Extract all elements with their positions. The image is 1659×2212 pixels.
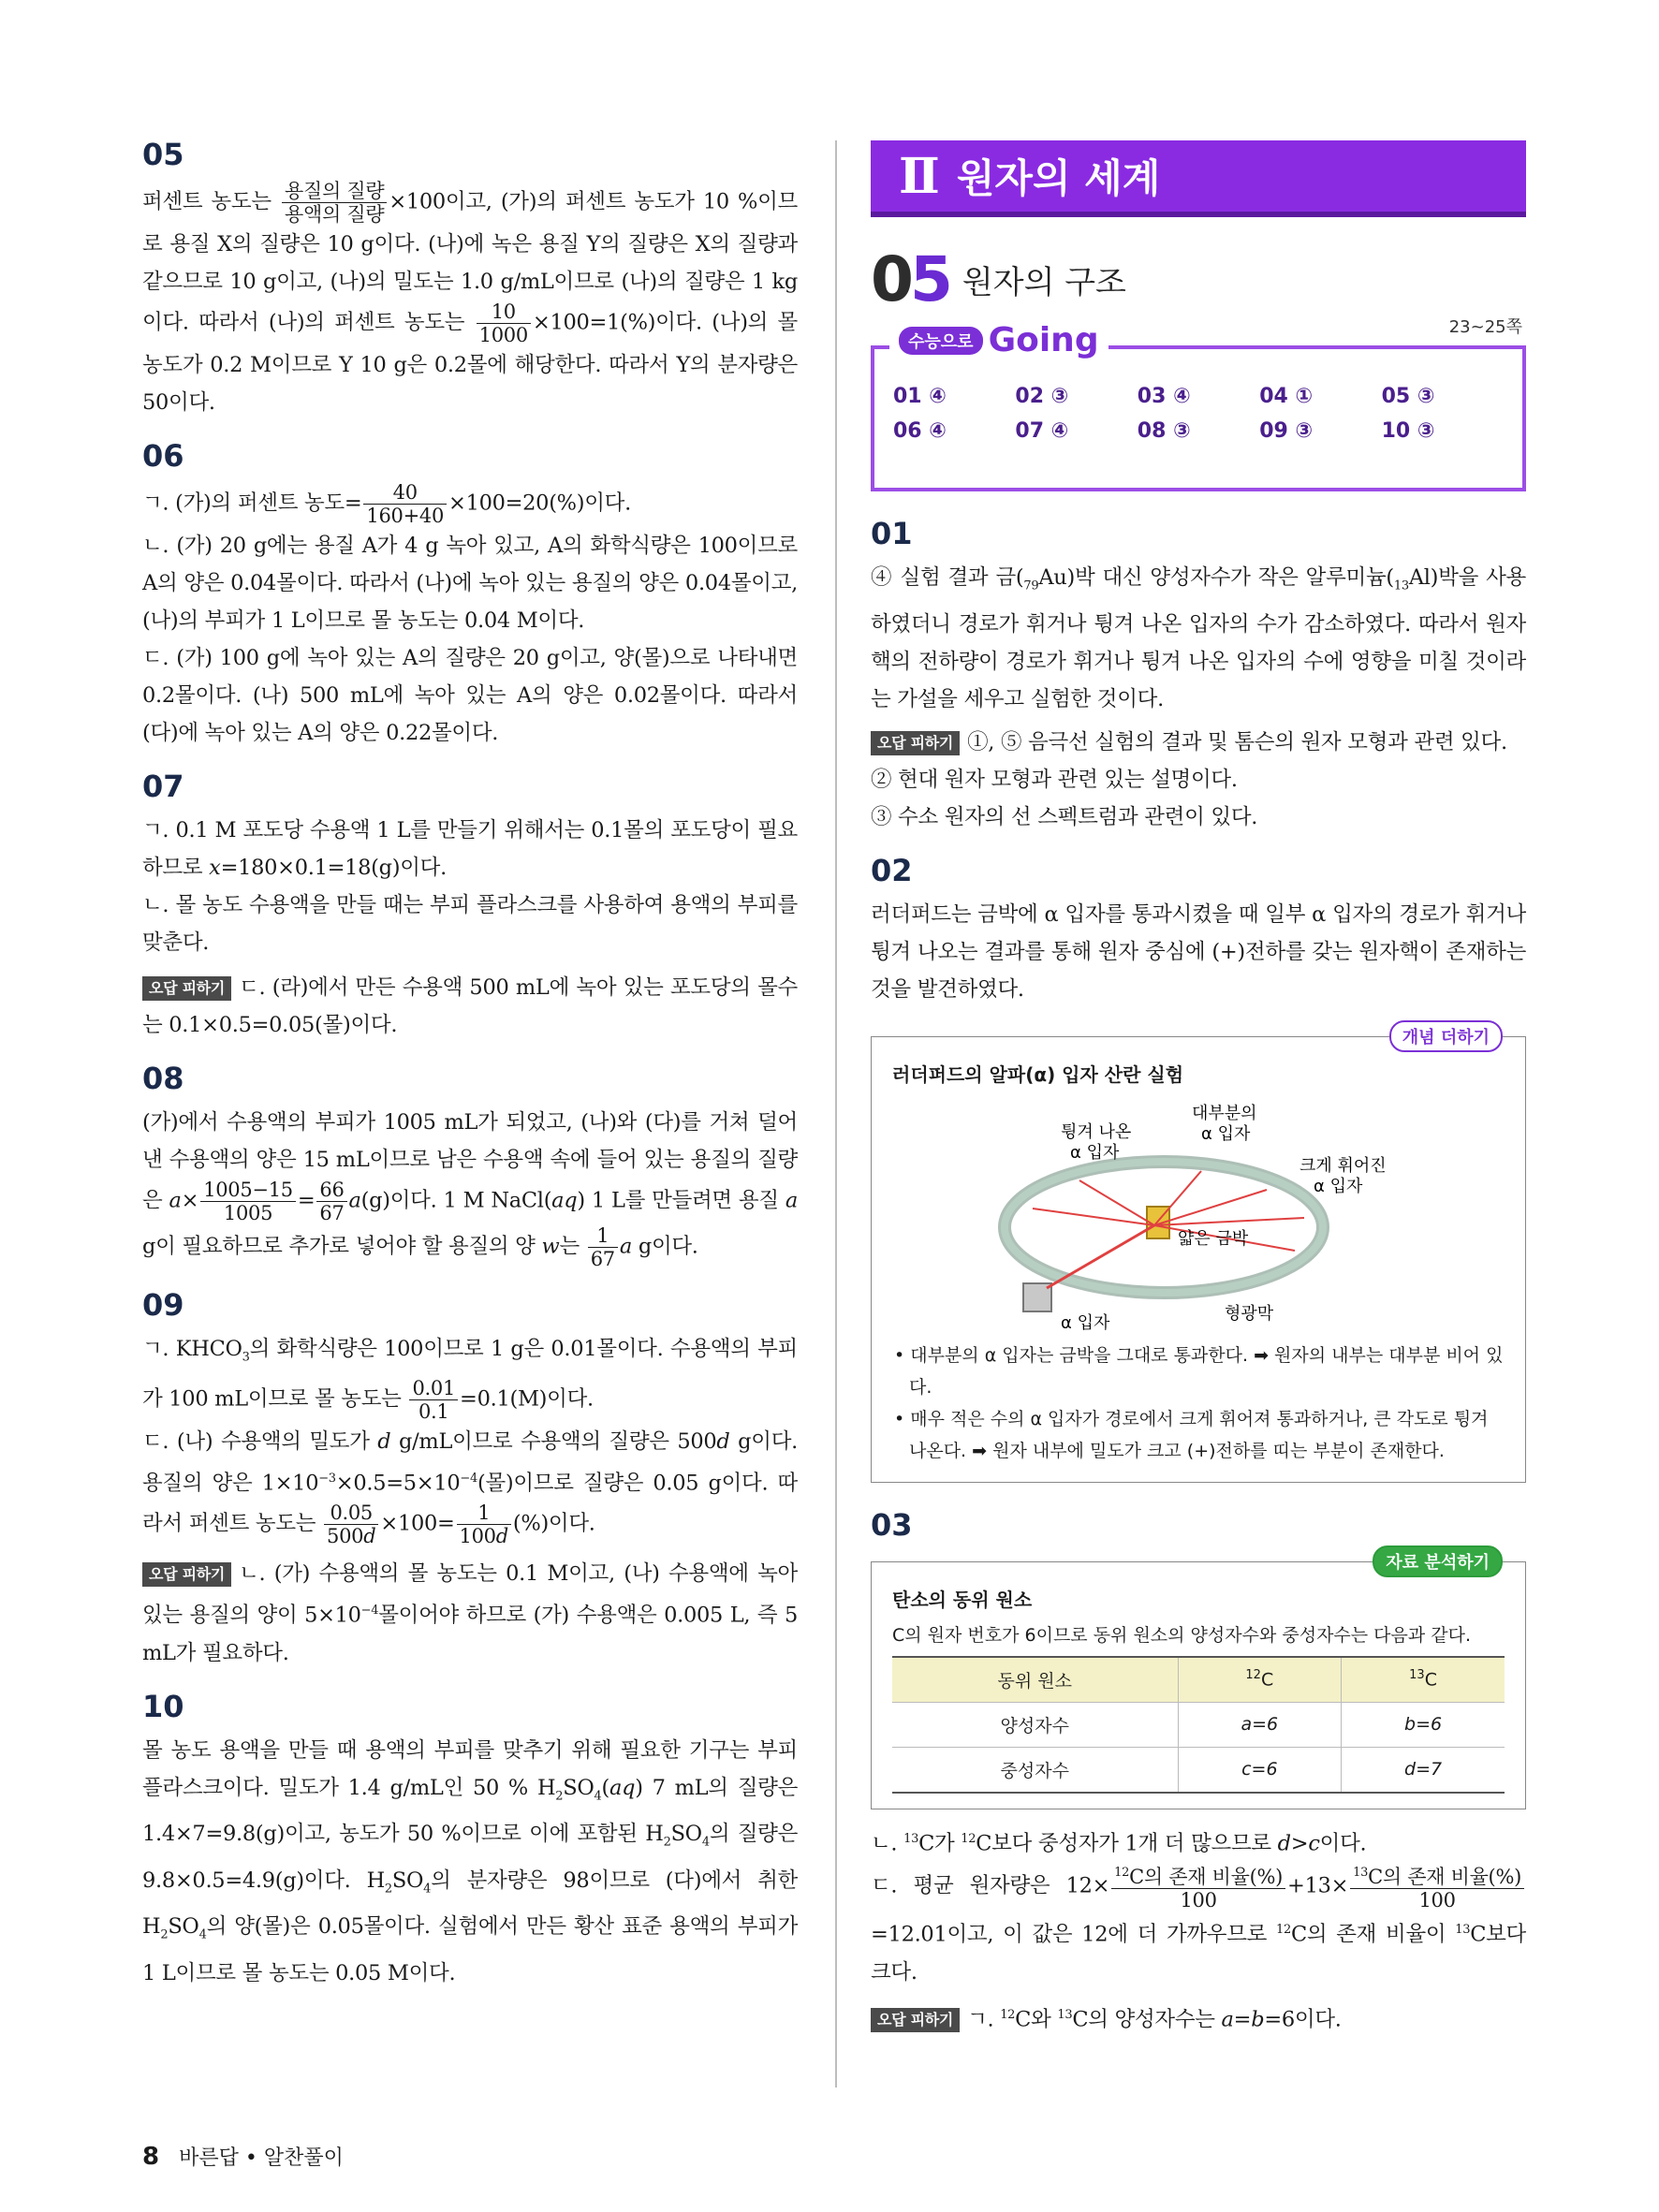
question-number-07: 07 [142,769,184,804]
column-divider [835,140,837,2087]
fraction: $\frac{\text{용질의 질량}}{\text{용액의 질량}}$ [282,180,387,226]
analysis-title: 탄소의 동위 원소 [892,1588,1033,1611]
label-bounced: 튕겨 나온 [1061,1121,1132,1142]
table-header: $^{13}$C [1342,1657,1505,1703]
question-number-09: 09 [142,1287,184,1323]
concept-box [871,1027,1526,1483]
answer-05-text: 퍼센트 농도는 $\frac{\text{용질의 질량}}{\text{용액의 질량}}$ ×100이고, (가)의 퍼센트 농도가 10 %이므로 용질 X의 질량은 10 g이다. (나)에 녹은 용질 Y의 질량은 X의 질량과 같으므로 10 g이고, (나)의 밀도는 1.0 g/mL이므로 (나)의 질량은 1 kg이다. 따라서 (나)의 퍼센트 농도는 $\frac{10}{1000}$ ×100=1(%)이다. (나)의 몰 농도가 0.2 M이므로 Y 10 g은 0.2몰에 해당한다. 따라서 Y의 분자량은 50이다. [142,180,798,415]
concept-bullet: • 대부분의 α 입자는 금박을 그대로 통과한다. ➡ 원자의 내부는 대부분 비어 있다. [894,1344,1504,1398]
unit-banner [871,140,1526,217]
fraction: $\frac{^{12}C의 존재 비율(\%)}{100}$ [1111,1862,1285,1912]
answer-item: 04 ① [1259,385,1314,408]
answer-09-avoid: 오답 피하기 ㄴ. (가) 수용액의 몰 농도는 0.1 M이고, (나) 수용액에 녹아 있는 용질의 양이 $5\times 10^{-4}$몰이어야 하므로 (가) 수용액은 0.005 L, 즉 5 mL가 필요하다. [142,1561,799,1665]
answer-07-avoid: 오답 피하기 ㄷ. (라)에서 만든 수용액 500 mL에 녹아 있는 포도당의 몰수는 0.1×0.5=0.05(몰)이다. [142,975,798,1037]
fraction: $\frac{^{13}C의 존재 비율(\%)}{100}$ [1350,1862,1524,1912]
answer-key-box [871,317,1526,491]
label-screen: 형광막 [1225,1303,1274,1324]
concept-tag: 개념 더하기 [1389,1020,1503,1052]
fraction: $\frac{1}{67}$ [588,1224,618,1270]
chapter-number: 05 [871,243,949,315]
page-number: 8 [142,2143,160,2171]
going-logo: 수능으로 Going [889,321,1108,359]
answer-item: 03 ④ [1137,385,1191,408]
answer-08-text: (가)에서 수용액의 부피가 1005 mL가 되었고, (나)와 (다)를 거쳐 덜어낸 수용액의 양은 15 mL이므로 남은 수용액 속에 들어 있는 용질의 질량은 a× $\frac{1005-15}{1005}$ = $\frac{66}{67}$ a(g)이다. 1 M NaCl(aq) 1 L를 만들려면 용질 a g이 필요하므로 추가로 넣어야 할 용질의 양 w는 $\frac{1}{67}$ a g이다. [142,1110,798,1270]
table-header: $^{12}$C [1178,1657,1342,1703]
chapter-title: 원자의 구조 [962,264,1126,301]
right-column [871,140,1526,2038]
answer-item: 05 ③ [1381,385,1435,408]
table-row: 양성자수 a=6 b=6 [892,1702,1505,1747]
left-column [142,131,798,1992]
answer-item: 06 ④ [893,419,947,443]
answer-item: 08 ③ [1137,419,1191,443]
analysis-desc: C의 원자 번호가 6이므로 동위 원소의 양성자수와 중성자수는 다음과 같다. [892,1624,1472,1646]
answer-03-avoid: 오답 피하기 ㄱ. $^{12}$C와 $^{13}$C의 양성자수는 a=b=6이다. [871,1997,1526,2039]
chapter-heading [871,243,1526,315]
answer-02-text: 러더퍼드는 금박에 α 입자를 통과시켰을 때 일부 α 입자의 경로가 휘거나 튕겨 나오는 결과를 통해 원자 중심에 (+)전하를 갖는 원자핵이 존재하는 것을 발견하였다. [871,901,1526,1002]
fraction: $\frac{1}{100d}$ [457,1502,511,1547]
answer-06-text: ㄱ. (가)의 퍼센트 농도= $\frac{40}{160+40}$ ×100=20(%)이다. ㄴ. (가) 20 g에는 용질 A가 4 g 녹아 있고, A의 화학식량은 100이므로 A의 양은 0.04몰이다. 따라서 (나)에 녹아 있는 용질의 양은 0.04몰이고, (나)의 부피가 1 L이므로 몰 농도는 0.04 M이다. ㄷ. (가) 100 g에 녹아 있는 A의 질량은 20 g이고, 양(몰)으로 나타내면 0.2몰이다. (나) 500 mL에 녹아 있는 A의 양은 0.02몰이다. 따라서 (다)에 녹아 있는 A의 양은 0.22몰이다. [142,481,798,745]
table-row: 중성자수 c=6 d=7 [892,1747,1505,1793]
label-foil: 얇은 금박 [1178,1228,1249,1249]
question-number-01: 01 [871,516,913,551]
question-number-08: 08 [142,1061,184,1096]
fraction: $\frac{66}{67}$ [316,1179,346,1224]
answer-03-text: ㄴ. $^{13}$C가 $^{12}$C보다 중성자가 1개 더 많으므로 d>c이다. ㄷ. 평균 원자량은 12× $\frac{^{12}C의 존재 비율(\%)}{100}$ +13× $\frac{^{13}C의 존재 비율(\%)}{100}$ =12.01이고, 이 값은 12에 더 가까우므로 $^{12}$C의 존재 비율이 $^{13}$C보다 크다. [871,1831,1526,1985]
label-most: 대부분의 [1192,1103,1257,1123]
rutherford-illustration [892,1096,1505,1340]
answer-09-text: ㄱ. $KHCO_3$의 화학식량은 100이므로 1 g은 0.01몰이다. 수용액의 부피가 100 mL이므로 몰 농도는 $\frac{0.01}{0.1}$ =0.1(M)이다. ㄷ. (나) 수용액의 밀도가 d g/mL이므로 수용액의 질량은 500d g이다. 용질의 양은 $1\times 10^{-3}\times 0.5=5\times 10^{-4}$(몰)이므로 질량은 0.05 g이다. 따라서 퍼센트 농도는 $\frac{0.05}{500d}$ ×100= $\frac{1}{100d}$ (%)이다. [142,1337,798,1547]
isotope-table [892,1656,1505,1794]
answer-item: 10 ③ [1381,419,1435,443]
answer-01-text: ④ 실험 결과 금$(_{79}Au)$박 대신 양성자수가 작은 알루미늄$(_{13}Al)$박을 사용하였더니 경로가 휘거나 튕겨 나온 입자의 수가 감소하였다. 따라서 원자핵의 전하량이 경로가 휘거나 튕겨 나온 입자의 수에 영향을 미칠 것이라는 가설을 세우고 실험한 것이다. [871,565,1526,711]
concept-title: 러더퍼드의 알파(α) 입자 산란 실험 [892,1062,1184,1086]
label-alpha: α 입자 [1070,1142,1120,1163]
question-number-10: 10 [142,1688,184,1724]
fraction: $\frac{0.05}{500d}$ [324,1502,378,1547]
question-number-02: 02 [871,852,913,888]
page-footer [142,2142,344,2171]
label-alpha: α 입자 [1314,1176,1363,1196]
unit-roman-numeral: Ⅱ [899,147,940,205]
page-range: 23~25쪽 [1448,317,1522,337]
concept-bullet: • 매우 적은 수의 α 입자가 경로에서 크게 휘어져 통과하거나, 큰 각도로 튕겨 나온다. ➡ 원자 내부에 밀도가 크고 (+)전하를 띠는 부분이 존재한다. [894,1408,1489,1461]
label-source: α 입자 [1061,1312,1110,1333]
fraction: $\frac{10}{1000}$ [477,300,531,346]
question-number-05: 05 [142,137,184,172]
data-analysis-box [871,1552,1526,1809]
fraction: $\frac{40}{160+40}$ [363,481,447,527]
table-header: 동위 원소 [892,1657,1178,1703]
question-number-06: 06 [142,438,184,474]
answer-10-text: 몰 농도 용액을 만들 때 용액의 부피를 맞추기 위해 필요한 기구는 부피 플라스크이다. 밀도가 1.4 g/mL인 50 % $H_2SO_4(aq)$ 7 mL의 질량은 1.4×7=9.8(g)이고, 농도가 50 %이므로 이에 포함된 $H_2SO_4$의 질량은 9.8×0.5=4.9(g)이다. $H_2SO_4$의 분자량은 98이므로 (다)에서 취한 $H_2SO_4$의 양(몰)은 0.05몰이다. 실험에서 만든 황산 표준 용액의 부피가 1 L이므로 몰 농도는 0.05 M이다. [142,1737,799,1985]
avoid-badge: 오답 피하기 [142,1562,231,1587]
avoid-badge: 오답 피하기 [871,731,960,755]
footer-label: 바른답 • 알찬풀이 [179,2146,344,2170]
answer-item: 07 ④ [1015,419,1069,443]
answer-01-avoid: 오답 피하기 ①, ⑤ 음극선 실험의 결과 및 톰슨의 원자 모형과 관련 있다. ② 현대 원자 모형과 관련 있는 설명이다. ③ 수소 원자의 선 스펙트럼과 관련이 있다. [871,729,1507,829]
going-pill: 수능으로 [899,327,983,355]
avoid-badge: 오답 피하기 [142,976,231,1001]
fraction: $\frac{0.01}{0.1}$ [409,1377,458,1423]
answer-item: 01 ④ [893,385,947,408]
answer-item: 09 ③ [1259,419,1314,443]
avoid-badge: 오답 피하기 [871,2008,960,2032]
answer-grid [893,385,1504,443]
question-number-03: 03 [871,1506,913,1543]
rutherford-diagram [892,1096,1505,1340]
label-alpha: α 입자 [1201,1123,1251,1144]
unit-title: 원자의 세계 [956,155,1161,201]
analysis-tag: 자료 분석하기 [1373,1545,1503,1577]
answer-07-text: ㄱ. 0.1 M 포도당 수용액 1 L를 만들기 위해서는 0.1몰의 포도당이 필요하므로 x=180×0.1=18(g)이다. ㄴ. 몰 농도 수용액을 만들 때는 부피 플라스크를 사용하여 용액의 부피를 맞춘다. [142,818,798,955]
fraction: $\frac{1005-15}{1005}$ [200,1179,296,1224]
answer-item: 02 ③ [1015,385,1069,408]
label-deflect: 크게 휘어진 [1299,1155,1387,1176]
